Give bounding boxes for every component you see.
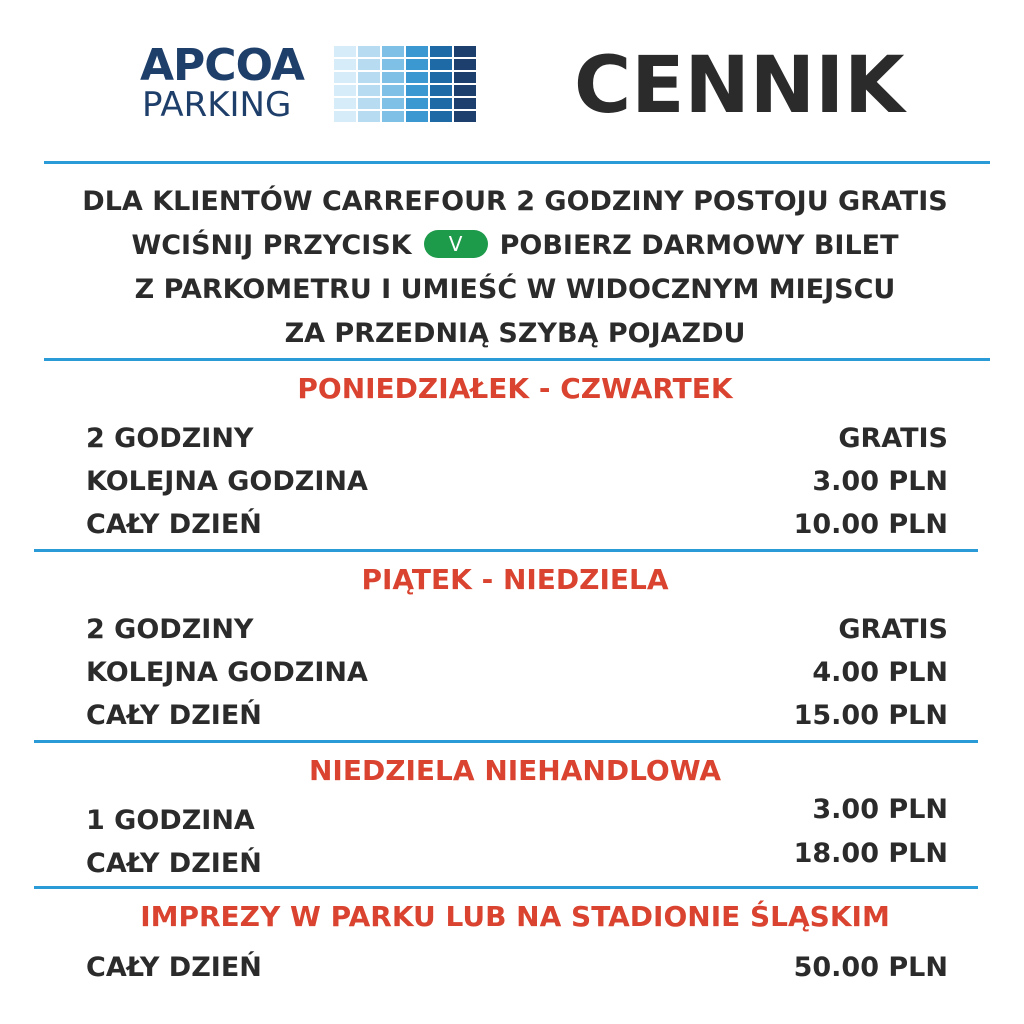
- logo-grid-cell: [334, 72, 356, 83]
- logo-grid-cell: [382, 98, 404, 109]
- price-row-label: CAŁY DZIEŃ: [86, 952, 262, 983]
- intro-text: [40, 180, 990, 356]
- price-row-label: 2 GODZINY: [86, 423, 254, 454]
- section-title-fri-sun: PIĄTEK - NIEDZIELA: [361, 563, 669, 596]
- logo-grid-cell: [430, 98, 452, 109]
- intro-line-2-before: WCIŚNIJ PRZYCISK: [131, 230, 412, 261]
- logo-grid-cell: [358, 111, 380, 122]
- logo-grid-cell: [358, 98, 380, 109]
- price-row-value: GRATIS: [838, 614, 948, 645]
- logo-grid-cell: [406, 46, 428, 57]
- logo-grid-cell: [430, 85, 452, 96]
- logo-grid-cell: [382, 111, 404, 122]
- page-title: CENNIK: [574, 41, 905, 131]
- divider-section-2: [34, 740, 978, 743]
- logo-grid-cell: [406, 98, 428, 109]
- logo-grid-icon: [334, 46, 476, 122]
- logo-grid-cell: [334, 85, 356, 96]
- section-title-mon-thu: PONIEDZIAŁEK - CZWARTEK: [297, 372, 733, 405]
- price-row-label: 1 GODZINA: [86, 805, 255, 836]
- price-row-value: 3.00 PLN: [812, 794, 948, 825]
- logo-grid-cell: [334, 59, 356, 70]
- divider-section-3: [34, 886, 978, 889]
- intro-line-2-after: POBIERZ DARMOWY BILET: [499, 230, 899, 261]
- price-row-value: GRATIS: [838, 423, 948, 454]
- price-row-value: 18.00 PLN: [793, 838, 948, 869]
- price-row-value: 15.00 PLN: [793, 700, 948, 731]
- logo-grid-cell: [382, 59, 404, 70]
- logo-grid-cell: [454, 111, 476, 122]
- logo-grid-cell: [334, 98, 356, 109]
- logo-grid-cell: [454, 72, 476, 83]
- logo-grid-cell: [454, 46, 476, 57]
- price-row-value: 3.00 PLN: [812, 466, 948, 497]
- logo-grid-cell: [382, 72, 404, 83]
- logo-grid-cell: [430, 59, 452, 70]
- logo-grid-cell: [406, 72, 428, 83]
- v-button-icon: V: [424, 230, 488, 258]
- price-row-label: CAŁY DZIEŃ: [86, 509, 262, 540]
- price-row-label: KOLEJNA GODZINA: [86, 466, 368, 497]
- intro-line-4: ZA PRZEDNIĄ SZYBĄ POJAZDU: [284, 318, 746, 349]
- logo-grid-cell: [358, 85, 380, 96]
- logo-grid-cell: [406, 111, 428, 122]
- price-row-label: KOLEJNA GODZINA: [86, 657, 368, 688]
- section-title-events: IMPREZY W PARKU LUB NA STADIONIE ŚLĄSKIM: [140, 900, 890, 933]
- apcoa-parking-logo: [140, 40, 480, 125]
- logo-grid-cell: [334, 46, 356, 57]
- divider-top: [44, 161, 990, 164]
- price-row-label: CAŁY DZIEŃ: [86, 848, 262, 879]
- logo-grid-cell: [358, 46, 380, 57]
- intro-line-2: [40, 224, 990, 268]
- intro-line-3: Z PARKOMETRU I UMIEŚĆ W WIDOCZNYM MIEJSCU: [134, 274, 896, 305]
- logo-grid-cell: [430, 111, 452, 122]
- logo-grid-cell: [382, 85, 404, 96]
- logo-grid-cell: [406, 59, 428, 70]
- logo-grid-cell: [406, 85, 428, 96]
- divider-intro: [44, 358, 990, 361]
- divider-section-1: [34, 549, 978, 552]
- intro-line-1: DLA KLIENTÓW CARREFOUR 2 GODZINY POSTOJU GRATIS: [82, 186, 948, 217]
- logo-grid-cell: [454, 98, 476, 109]
- price-row-label: 2 GODZINY: [86, 614, 254, 645]
- price-row-value: 10.00 PLN: [793, 509, 948, 540]
- logo-grid-cell: [358, 72, 380, 83]
- logo-line1: APCOA: [140, 40, 304, 91]
- price-row-value: 50.00 PLN: [793, 952, 948, 983]
- price-row-label: CAŁY DZIEŃ: [86, 700, 262, 731]
- logo-grid-cell: [430, 46, 452, 57]
- logo-grid-cell: [430, 72, 452, 83]
- price-row-value: 4.00 PLN: [812, 657, 948, 688]
- logo-grid-cell: [334, 111, 356, 122]
- logo-grid-cell: [454, 59, 476, 70]
- section-title-non-trading-sunday: NIEDZIELA NIEHANDLOWA: [308, 754, 722, 787]
- logo-grid-cell: [454, 85, 476, 96]
- logo-grid-cell: [382, 46, 404, 57]
- logo-line2: PARKING: [142, 85, 292, 125]
- logo-grid-cell: [358, 59, 380, 70]
